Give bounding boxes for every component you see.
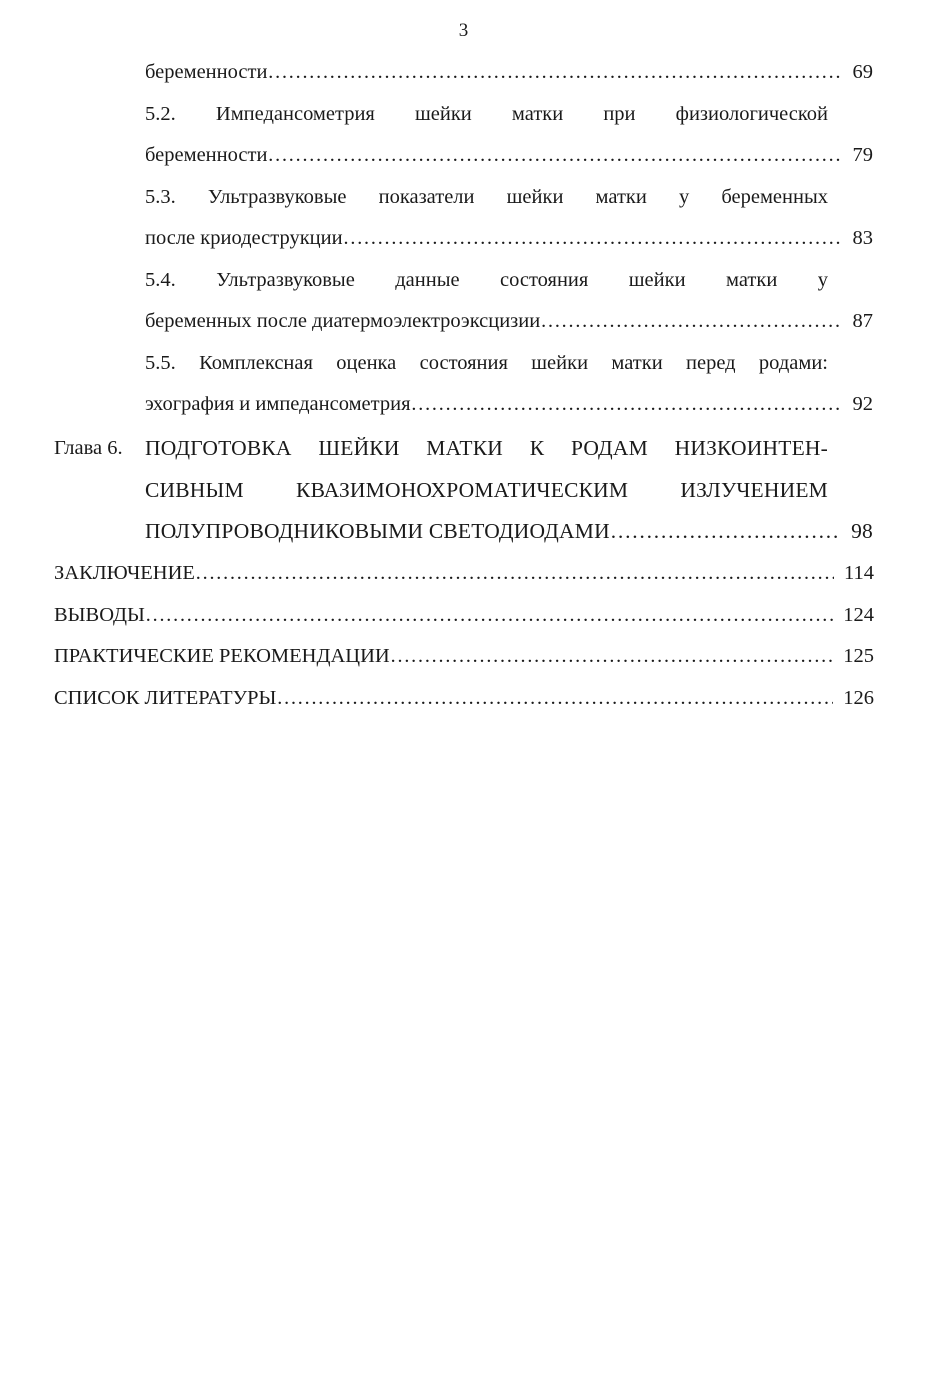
- toc-entry-findings[interactable]: [54, 601, 874, 629]
- toc-entry-text: беременных после диатермоэлектроэксцизии: [145, 310, 541, 332]
- toc-entry-text: после криодеструкции: [145, 227, 343, 249]
- toc-entry-text: эхография и импедансометрия: [145, 393, 411, 415]
- leader-dots: [267, 58, 842, 86]
- toc-entry-5-1-cont[interactable]: [145, 58, 873, 86]
- page-number: 3: [458, 20, 469, 41]
- toc-entry-text: ПОЛУПРОВОДНИКОВЫМИ СВЕТОДИОДАМИ: [145, 519, 610, 543]
- chapter-6-line2[interactable]: СИВНЫМ КВАЗИМОНОХРОМАТИЧЕСКИМ ИЗЛУЧЕНИЕМ: [145, 478, 828, 502]
- toc-page-number: 126: [843, 687, 874, 709]
- chapter-6-label: Глава 6.: [54, 437, 123, 459]
- toc-page-number: 125: [843, 645, 874, 667]
- toc-entry-5-3-line2[interactable]: [145, 224, 873, 252]
- toc-entry-5-4-line1[interactable]: 5.4. Ультразвуковые данные состояния шейки матки у: [145, 269, 828, 291]
- toc-entry-text: ЗАКЛЮЧЕНИЕ: [54, 562, 195, 584]
- toc-page-number: 69: [852, 61, 873, 83]
- leader-dots: [411, 390, 843, 418]
- toc-entry-text: ВЫВОДЫ: [54, 604, 145, 626]
- toc-entry-text: ПРАКТИЧЕСКИЕ РЕКОМЕНДАЦИИ: [54, 645, 390, 667]
- leader-dots: [267, 141, 842, 169]
- toc-entry-5-2-line1[interactable]: 5.2. Импедансометрия шейки матки при физиологической: [145, 103, 828, 125]
- leader-dots: [390, 642, 834, 670]
- toc-page-number: 79: [852, 144, 873, 166]
- toc-page-number: 98: [851, 519, 873, 543]
- toc-entry-5-4-line2[interactable]: [145, 307, 873, 335]
- toc-entry-text: беременности: [145, 144, 268, 166]
- toc-entry-5-5-line1[interactable]: 5.5. Комплексная оценка состояния шейки матки перед родами:: [145, 352, 828, 374]
- toc-page-number: 83: [852, 227, 873, 249]
- toc-entry-5-5-line2[interactable]: [145, 390, 873, 418]
- toc-page-number: 87: [852, 310, 873, 332]
- toc-entry-text: СПИСОК ЛИТЕРАТУРЫ: [54, 687, 277, 709]
- leader-dots: [540, 307, 842, 335]
- chapter-6-line1[interactable]: ПОДГОТОВКА ШЕЙКИ МАТКИ К РОДАМ НИЗКОИНТЕН-: [145, 436, 828, 460]
- toc-page-number: 124: [843, 604, 874, 626]
- toc-page-number: 114: [844, 562, 874, 584]
- leader-dots: [195, 559, 834, 587]
- toc-page-number: 92: [852, 393, 873, 415]
- chapter-6-line3[interactable]: [145, 517, 873, 545]
- toc-entry-recommendations[interactable]: [54, 642, 874, 670]
- leader-dots: [610, 517, 841, 545]
- leader-dots: [145, 601, 833, 629]
- toc-entry-text: беременности: [145, 61, 268, 83]
- toc-entry-conclusion[interactable]: [54, 559, 874, 587]
- toc-entry-references[interactable]: [54, 684, 874, 712]
- toc-entry-5-2-line2[interactable]: [145, 141, 873, 169]
- leader-dots: [276, 684, 833, 712]
- leader-dots: [343, 224, 843, 252]
- toc-entry-5-3-line1[interactable]: 5.3. Ультразвуковые показатели шейки матки у беременных: [145, 186, 828, 208]
